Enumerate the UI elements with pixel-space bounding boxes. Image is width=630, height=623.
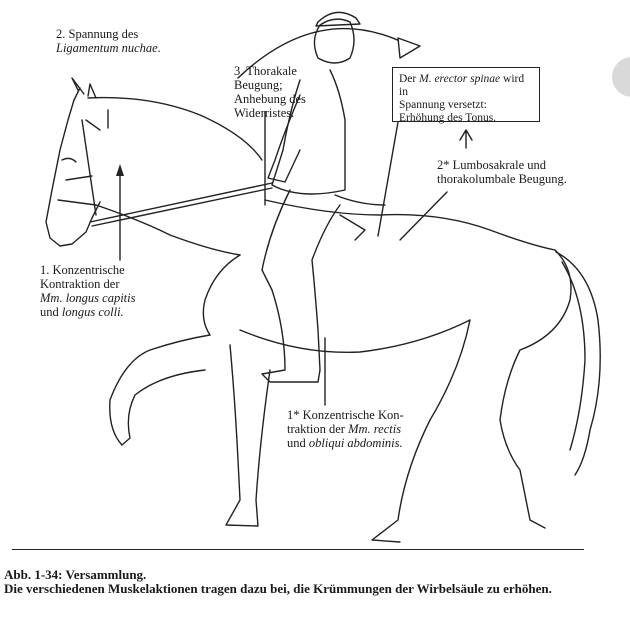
horse-back [265, 200, 555, 250]
label-line-italic: Ligamentum nuchae. [56, 41, 161, 55]
label-line: 2* Lumbosakrale und [437, 158, 547, 172]
caption-rule [12, 549, 584, 550]
rider-leg [262, 190, 340, 382]
label-konzentrische-kontraktion [40, 263, 190, 319]
label-ligamentum-nuchae [56, 27, 206, 55]
saddle [335, 195, 385, 240]
label-line: Beugung; [234, 78, 283, 92]
label-line: Widerristes. [234, 106, 295, 120]
box-text: wird in [399, 73, 525, 98]
label-thorakale-beugung [234, 64, 354, 120]
caption-title: Abb. 1-34: Versammlung. [4, 567, 147, 582]
horse-front-leg-1 [110, 335, 210, 445]
erector-spinae-box [392, 67, 540, 122]
pointer-2star [400, 192, 447, 240]
arrowhead-open [398, 38, 420, 58]
horse-front-leg-2 [226, 345, 270, 526]
label-line: 1. Konzentrische [40, 263, 125, 277]
label-line-italic: longus colli. [61, 305, 124, 319]
horse-ear [72, 78, 96, 98]
label-line-italic: Mm. longus capitis [40, 291, 136, 305]
box-text: Erhöhung des Tonus. [399, 112, 497, 124]
horse-eye [62, 158, 76, 162]
figure-caption [4, 568, 624, 596]
pointer-1-arrowhead [116, 164, 124, 176]
label-line: Anhebung des [234, 92, 306, 106]
label-line: thorakolumbale Beugung. [437, 172, 567, 186]
box-text-italic: M. erector spinae [419, 73, 501, 85]
horse-neck-under [96, 205, 240, 255]
horse-tail [556, 252, 600, 475]
label-line: 3. Thorakale [234, 64, 297, 78]
label-konzentrische-kontraktion-abdominis [287, 408, 437, 450]
label-line: Kontraktion der [40, 277, 120, 291]
horse-chest [203, 255, 240, 335]
label-line: und [40, 305, 62, 319]
label-lumbosakrale-beugung [437, 158, 607, 186]
box-text: Spannung versetzt: [399, 99, 487, 111]
label-line: 1* Konzentrische Kon- [287, 408, 404, 422]
caption-text: Die verschiedenen Muskelaktionen tragen dazu bei, die Krümmungen der Wirbelsäule zu erhöhen. [4, 581, 552, 596]
reins [90, 183, 272, 226]
horse-hindquarter [500, 250, 571, 528]
pointer-box [378, 122, 398, 236]
horse-belly [240, 320, 470, 352]
label-line-italic: Mm. rectis [348, 422, 402, 436]
label-line: 2. Spannung des [56, 27, 139, 41]
up-arrow [460, 130, 472, 148]
label-line: traktion der [287, 422, 349, 436]
label-line: und [287, 436, 309, 450]
box-text: Der [399, 73, 420, 85]
label-line-italic: obliqui abdominis. [308, 436, 403, 450]
